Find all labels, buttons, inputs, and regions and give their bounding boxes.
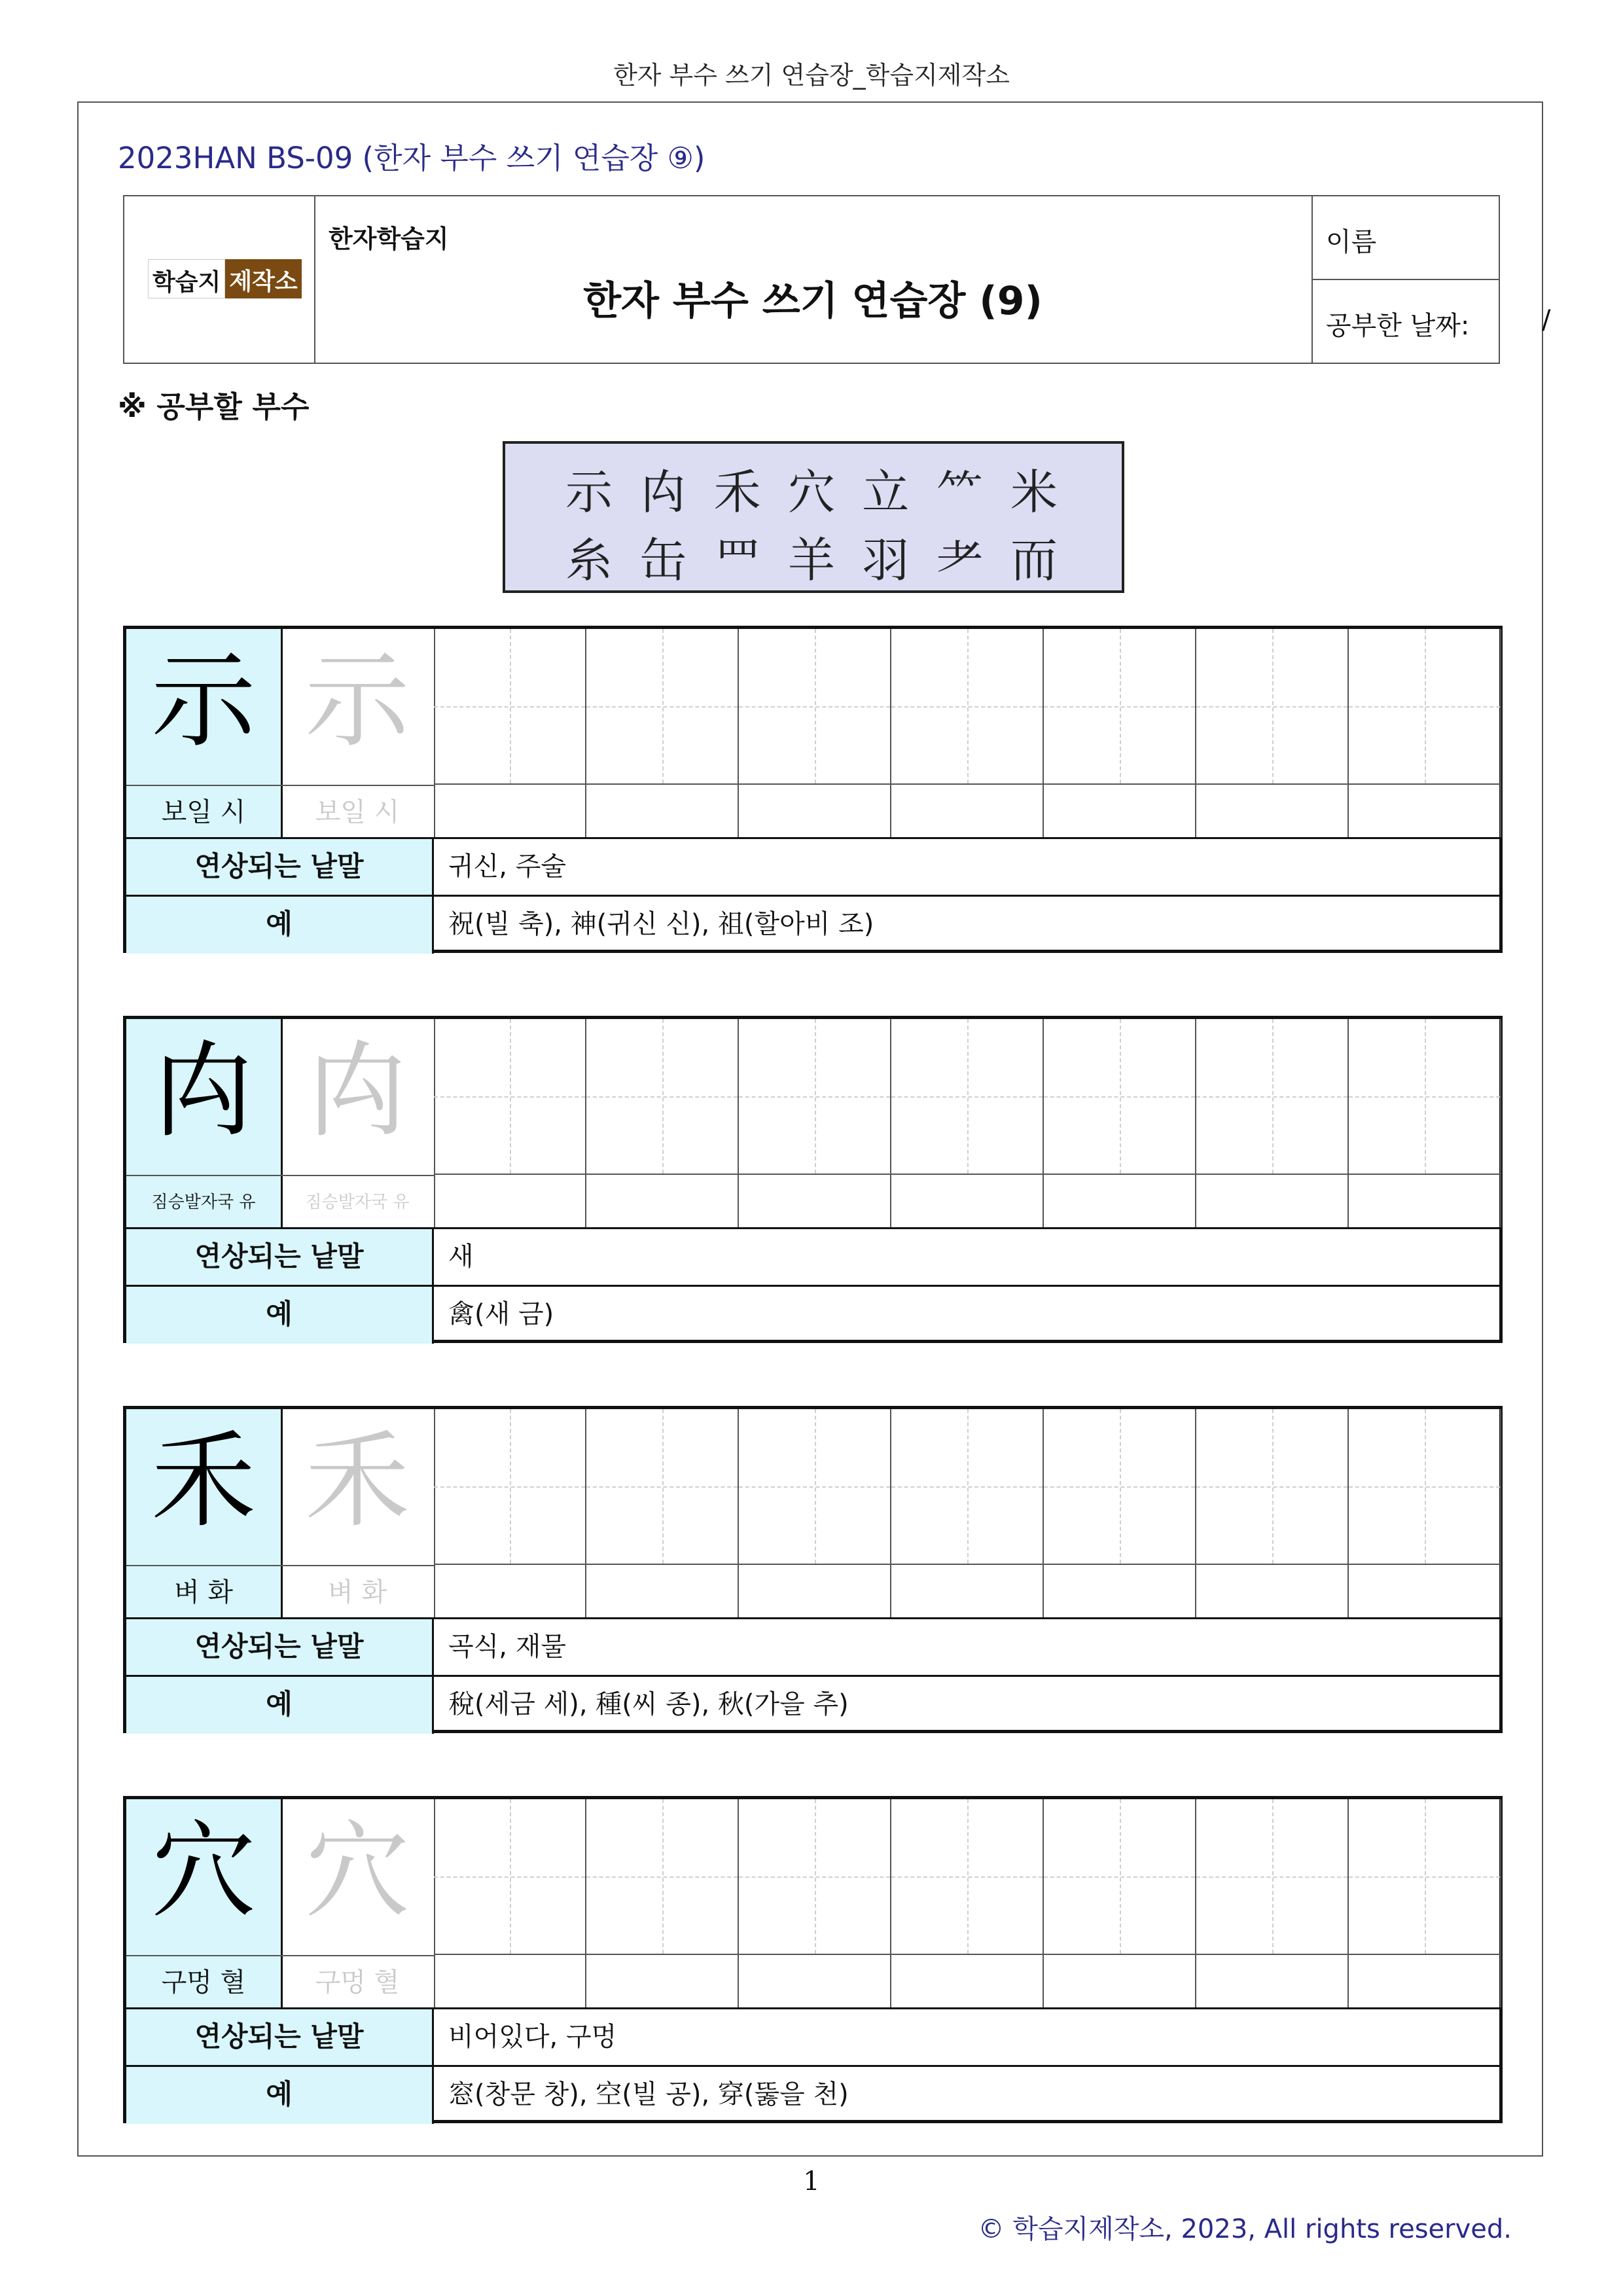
document-code: 2023HAN BS-09 (한자 부수 쓰기 연습장 ⑨) (118, 141, 705, 175)
example-value: 祝(빌 축), 神(귀신 신), 祖(할아비 조) (448, 909, 874, 939)
guide-line-horizontal (586, 1876, 738, 1878)
guide-line-horizontal (1196, 1096, 1347, 1098)
guide-line-horizontal (1349, 706, 1500, 708)
glyph-name: 벼 화 (126, 1565, 281, 1617)
logo-cell (124, 196, 315, 363)
radical: 立 (862, 465, 910, 520)
name-writing-cell (434, 785, 586, 837)
writing-cell (1196, 629, 1349, 785)
sub-label: 한자학습지 (329, 224, 449, 253)
writing-grid (434, 1409, 1499, 1617)
example-label: 예 (126, 1287, 434, 1344)
writing-cell (1044, 629, 1196, 785)
name-writing-cell (739, 785, 891, 837)
guide-line-horizontal (1349, 1876, 1500, 1878)
writing-cell (1196, 1799, 1349, 1955)
writing-cell (434, 1799, 586, 1955)
writing-cell (891, 1019, 1044, 1175)
trace-glyph: 禸 (304, 1030, 410, 1152)
writing-cell (434, 629, 586, 785)
guide-line-horizontal (1196, 706, 1347, 708)
name-writing-cell (1349, 1955, 1501, 2007)
guide-line-horizontal (434, 1486, 585, 1488)
writing-cell (891, 1799, 1044, 1955)
name-writing-cell (586, 1565, 739, 1617)
name-writing-cell (1044, 785, 1196, 837)
name-writing-cell (1349, 785, 1501, 837)
trace-cell (281, 1019, 435, 1227)
guide-line-horizontal (586, 1486, 738, 1488)
writing-cell (739, 1799, 891, 1955)
date-slash: / (1542, 305, 1551, 335)
radical-list-box (503, 441, 1124, 593)
writing-cell (586, 1409, 739, 1565)
trace-cell (281, 629, 435, 837)
guide-line-horizontal (434, 706, 585, 708)
info-cell (1311, 196, 1551, 363)
writing-cell (586, 1019, 739, 1175)
radical: 而 (1010, 533, 1058, 588)
main-title: 한자 부수 쓰기 연습장 (9) (583, 278, 1043, 324)
title-cell (314, 196, 1313, 363)
writing-cell (891, 629, 1044, 785)
example-value: 窓(창문 창), 空(빌 공), 穿(뚫을 천) (448, 2079, 849, 2109)
glyph-name: 구멍 혈 (126, 1955, 281, 2007)
main-glyph-cell (126, 629, 283, 837)
guide-line-horizontal (739, 1096, 890, 1098)
name-label: 이름 (1326, 227, 1377, 257)
guide-line-horizontal (1349, 1486, 1500, 1488)
guide-line-horizontal (891, 1096, 1043, 1098)
name-writing-cell (891, 1175, 1044, 1227)
logo (148, 259, 302, 298)
writing-cell (1349, 1019, 1501, 1175)
guide-line-horizontal (586, 706, 738, 708)
name-writing-cell (891, 1565, 1044, 1617)
practice-block (123, 1016, 1503, 1343)
guide-line-horizontal (1196, 1486, 1347, 1488)
trace-name: 벼 화 (281, 1565, 434, 1617)
logo-text-part1: 학습지 (148, 259, 225, 298)
writing-cell (1196, 1409, 1349, 1565)
name-writing-cell (739, 1955, 891, 2007)
name-writing-cell (739, 1175, 891, 1227)
name-writing-cell (586, 1175, 739, 1227)
writing-cell (739, 629, 891, 785)
radical: 糸 (565, 533, 613, 588)
writing-cell (434, 1019, 586, 1175)
name-writing-cell (434, 1565, 586, 1617)
name-writing-cell (739, 1565, 891, 1617)
trace-name: 구멍 혈 (281, 1955, 434, 2007)
association-row (126, 2007, 1499, 2066)
page-number: 1 (803, 2166, 820, 2197)
name-writing-cell (1349, 1565, 1501, 1617)
example-row (126, 2065, 1499, 2124)
writing-grid (434, 1019, 1499, 1227)
association-label: 연상되는 낱말 (126, 1619, 434, 1676)
radical: 羽 (862, 533, 910, 588)
association-label: 연상되는 낱말 (126, 839, 434, 896)
writing-cell (1044, 1799, 1196, 1955)
guide-line-horizontal (739, 1486, 890, 1488)
radical: 示 (565, 465, 613, 520)
name-writing-cell (434, 1175, 586, 1227)
title-box (123, 195, 1551, 364)
name-writing-cell (891, 1955, 1044, 2007)
glyph-name: 짐승발자국 유 (126, 1175, 281, 1227)
writing-cell (891, 1409, 1044, 1565)
radical: 缶 (639, 533, 687, 588)
guide-line-horizontal (739, 706, 890, 708)
example-value: 禽(새 금) (448, 1299, 554, 1329)
main-glyph: 穴 (151, 1810, 256, 1932)
writing-cell (434, 1409, 586, 1565)
name-writing-cell (1196, 785, 1349, 837)
guide-line-horizontal (1044, 1486, 1195, 1488)
guide-line-horizontal (1044, 1876, 1195, 1878)
name-writing-cell (586, 785, 739, 837)
radical: ⺮ (936, 465, 984, 520)
writing-cell (739, 1409, 891, 1565)
main-glyph: 禾 (151, 1420, 256, 1542)
trace-glyph: 穴 (304, 1810, 410, 1932)
copyright: © 학습지제작소, 2023, All rights reserved. (978, 2214, 1512, 2244)
main-glyph-cell (126, 1409, 283, 1617)
main-glyph-cell (126, 1799, 283, 2007)
example-label: 예 (126, 2067, 434, 2124)
name-writing-cell (1044, 1565, 1196, 1617)
name-writing-cell (1196, 1175, 1349, 1227)
writing-grid (434, 1799, 1499, 2007)
radical: 耂 (936, 533, 984, 588)
association-row (126, 1227, 1499, 1286)
logo-text-part2: 제작소 (225, 259, 301, 298)
guide-line-horizontal (586, 1096, 738, 1098)
writing-cell (739, 1019, 891, 1175)
example-row (126, 1285, 1499, 1344)
name-writing-cell (891, 785, 1044, 837)
practice-block (123, 626, 1503, 953)
association-value: 새 (448, 1242, 474, 1272)
radical: 羊 (787, 533, 835, 588)
guide-line-horizontal (434, 1876, 585, 1878)
writing-cell (1044, 1019, 1196, 1175)
name-writing-cell (1044, 1175, 1196, 1227)
example-row (126, 895, 1499, 954)
writing-cell (1349, 1799, 1501, 1955)
trace-name: 짐승발자국 유 (281, 1175, 434, 1227)
writing-cell (1349, 629, 1501, 785)
writing-cell (1044, 1409, 1196, 1565)
guide-line-horizontal (891, 1876, 1043, 1878)
radical: 禾 (713, 465, 761, 520)
guide-line-horizontal (1349, 1096, 1500, 1098)
radical-row-1 (556, 454, 1067, 522)
trace-glyph: 示 (304, 639, 410, 762)
radical: 米 (1010, 465, 1058, 520)
guide-line-horizontal (1196, 1876, 1347, 1878)
glyph-name: 보일 시 (126, 785, 281, 837)
guide-line-horizontal (891, 1486, 1043, 1488)
guide-line-horizontal (434, 1096, 585, 1098)
guide-line-horizontal (739, 1876, 890, 1878)
practice-block (123, 1796, 1503, 2123)
association-label: 연상되는 낱말 (126, 2009, 434, 2066)
association-row (126, 837, 1499, 896)
trace-cell (281, 1799, 435, 2007)
guide-line-horizontal (891, 706, 1043, 708)
trace-name: 보일 시 (281, 785, 434, 837)
association-label: 연상되는 낱말 (126, 1229, 434, 1286)
radical: 罒 (713, 533, 761, 588)
association-value: 비어있다, 구멍 (448, 2022, 617, 2052)
name-writing-cell (1349, 1175, 1501, 1227)
example-value: 稅(세금 세), 種(씨 종), 秋(가을 추) (448, 1689, 849, 1719)
radical: 穴 (787, 465, 835, 520)
page-header: 한자 부수 쓰기 연습장_학습지제작소 (613, 61, 1010, 90)
writing-cell (1196, 1019, 1349, 1175)
trace-glyph: 禾 (304, 1420, 410, 1542)
name-row (1311, 196, 1499, 280)
radical-row-2 (556, 522, 1067, 590)
name-writing-cell (1196, 1565, 1349, 1617)
writing-cell (586, 629, 739, 785)
study-heading: ※ 공부할 부수 (118, 389, 310, 424)
association-row (126, 1617, 1499, 1676)
trace-cell (281, 1409, 435, 1617)
name-writing-cell (434, 1955, 586, 2007)
association-value: 곡식, 재물 (448, 1632, 566, 1662)
guide-line-horizontal (1044, 1096, 1195, 1098)
writing-cell (586, 1799, 739, 1955)
example-label: 예 (126, 897, 434, 954)
main-glyph: 禸 (151, 1030, 256, 1152)
name-writing-cell (1196, 1955, 1349, 2007)
date-label: 공부한 날짜: (1326, 311, 1470, 341)
name-writing-cell (1044, 1955, 1196, 2007)
example-label: 예 (126, 1677, 434, 1734)
guide-line-horizontal (1044, 706, 1195, 708)
name-writing-cell (586, 1955, 739, 2007)
radical: 禸 (639, 465, 687, 520)
main-glyph: 示 (151, 639, 256, 762)
writing-grid (434, 629, 1499, 837)
association-value: 귀신, 주술 (448, 852, 566, 882)
main-glyph-cell (126, 1019, 283, 1227)
practice-block (123, 1406, 1503, 1733)
example-row (126, 1675, 1499, 1734)
writing-cell (1349, 1409, 1501, 1565)
